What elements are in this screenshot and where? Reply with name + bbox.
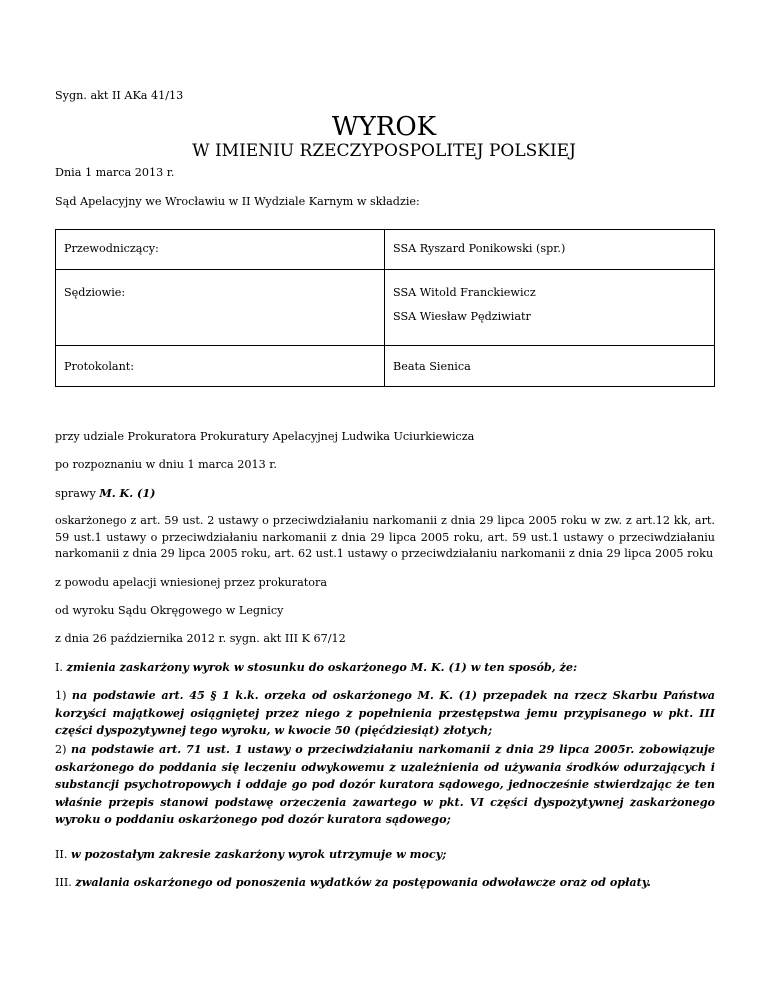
court-composition-intro: Sąd Apelacyjny we Wrocławiu w II Wydziale Karnym w składzie: <box>55 195 420 208</box>
chair-label: Przewodniczący: <box>56 230 385 270</box>
ruling-2: II. w pozostałym zakresie zaskarżony wyrok utrzymuje w mocy; <box>55 847 447 861</box>
document-subtitle: W IMIENIU RZECZYPOSPOLITEJ POLSKIEJ <box>192 141 576 161</box>
lower-court-line: od wyroku Sądu Okręgowego w Legnicy <box>55 604 284 617</box>
ruling-3-text: zwalania oskarżonego od ponoszenia wydatków za postępowania odwoławcze oraz od opłaty. <box>75 875 651 889</box>
ruling-1-point-1: 1) na podstawie art. 45 § 1 k.k. orzeka od oskarżonego M. K. (1) przepadek na rzecz Skarbu Państwa korzyści majątkowej osiągniętej przez niego z popełnienia przestępstwa jemu przypisanego w pkt. III części dyspozytywnej tego wyroku, w kwocie 50 (pięćdziesiąt) złotych; <box>55 688 715 737</box>
point-1-text: na podstawie art. 45 § 1 k.k. orzeka od oskarżonego M. K. (1) przepadek na rzecz Skarbu Państwa korzyści majątkowej osiągniętej przez niego z popełnienia przestępstwa jemu przypisanego w pkt. III części dyspozytywnej tego wyroku, w kwocie 50 (pięćdziesiąt) złotych; <box>55 688 715 737</box>
ruling-1-point-2: 2) na podstawie art. 71 ust. 1 ustawy o przeciwdziałaniu narkomanii z dnia 29 lipca 2005r. zobowiązuje oskarżonego do poddania się leczeniu odwykowemu z uzależnienia od używania środków odurzających i substancji psychotropowych i oddaje go pod dozór kuratora sądowego, jednocześnie stwierdzając że ten właśnie przepis stanowi podstawę orzeczenia zawartego w pkt. VI części dyspozytywnej zaskarżonego wyroku o poddaniu oskarżonego pod dozór kuratora sądowego; <box>55 742 716 826</box>
judge-name: SSA Wiesław Pędziwiatr <box>393 310 531 323</box>
case-prefix: sprawy <box>55 487 100 500</box>
judgment-date: Dnia 1 marca 2013 r. <box>55 166 175 179</box>
table-row <box>56 230 715 270</box>
ruling-1: I. zmienia zaskarżony wyrok w stosunku do oskarżonego M. K. (1) w ten sposób, że: <box>55 660 578 674</box>
defendant-name: M. K. (1) <box>99 486 156 500</box>
clerk-name: Beata Sienica <box>385 346 715 387</box>
court-composition-table <box>55 229 715 387</box>
judges-names <box>385 270 715 346</box>
table-row <box>56 270 715 346</box>
appeal-line: z powodu apelacji wniesionej przez prokuratora <box>55 576 328 589</box>
point-2-text: na podstawie art. 71 ust. 1 ustawy o przeciwdziałaniu narkomanii z dnia 29 lipca 2005r. zobowiązuje oskarżonego do poddania się leczeniu odwykowemu z uzależnienia od używania środków odurzających i substancji psychotropowych i oddaje go pod dozór kuratora sądowego, jednocześnie stwierdzając że ten właśnie przepis stanowi podstawę orzeczenia zawartego w pkt. VI części dyspozytywnej zaskarżonego wyroku o poddaniu oskarżonego pod dozór kuratora sądowego; <box>55 742 716 826</box>
ruling-3: III. zwalania oskarżonego od ponoszenia wydatków za postępowania odwoławcze oraz od opłaty. <box>55 875 651 889</box>
judges-label: Sędziowie: <box>56 270 385 346</box>
judge-name: SSA Witold Franckiewicz <box>393 286 536 299</box>
clerk-label: Protokolant: <box>56 346 385 387</box>
table-row <box>56 346 715 387</box>
ruling-2-text: w pozostałym zakresie zaskarżony wyrok utrzymuje w mocy; <box>70 847 447 861</box>
lower-court-date-line: z dnia 26 października 2012 r. sygn. akt III K 67/12 <box>55 632 346 645</box>
case-line <box>55 485 715 502</box>
case-signature: Sygn. akt II AKa 41/13 <box>55 89 184 102</box>
document-title: WYROK <box>331 112 437 142</box>
ruling-1-text: zmienia zaskarżony wyrok w stosunku do oskarżonego M. K. (1) w ten sposób, że: <box>66 660 578 674</box>
chair-name: SSA Ryszard Ponikowski (spr.) <box>385 230 715 270</box>
charges-paragraph: oskarżonego z art. 59 ust. 2 ustawy o przeciwdziałaniu narkomanii z dnia 29 lipca 2005 roku w zw. z art.12 kk, art. 59 ust.1 ustawy o przeciwdziałaniu narkomanii z dnia 29 lipca 2005 roku, art. 59 ust.1 ustawy o przeciwdziałaniu narkomanii z dnia 29 lipca 2005 roku, art. 62 ust.1 ustawy o przeciwdziałaniu narkomanii z dnia 29 lipca 2005 roku <box>55 514 715 560</box>
hearing-line: po rozpoznaniu w dniu 1 marca 2013 r. <box>55 458 277 471</box>
prosecutor-line: przy udziale Prokuratora Prokuratury Apelacyjnej Ludwika Uciurkiewicza <box>55 430 475 443</box>
